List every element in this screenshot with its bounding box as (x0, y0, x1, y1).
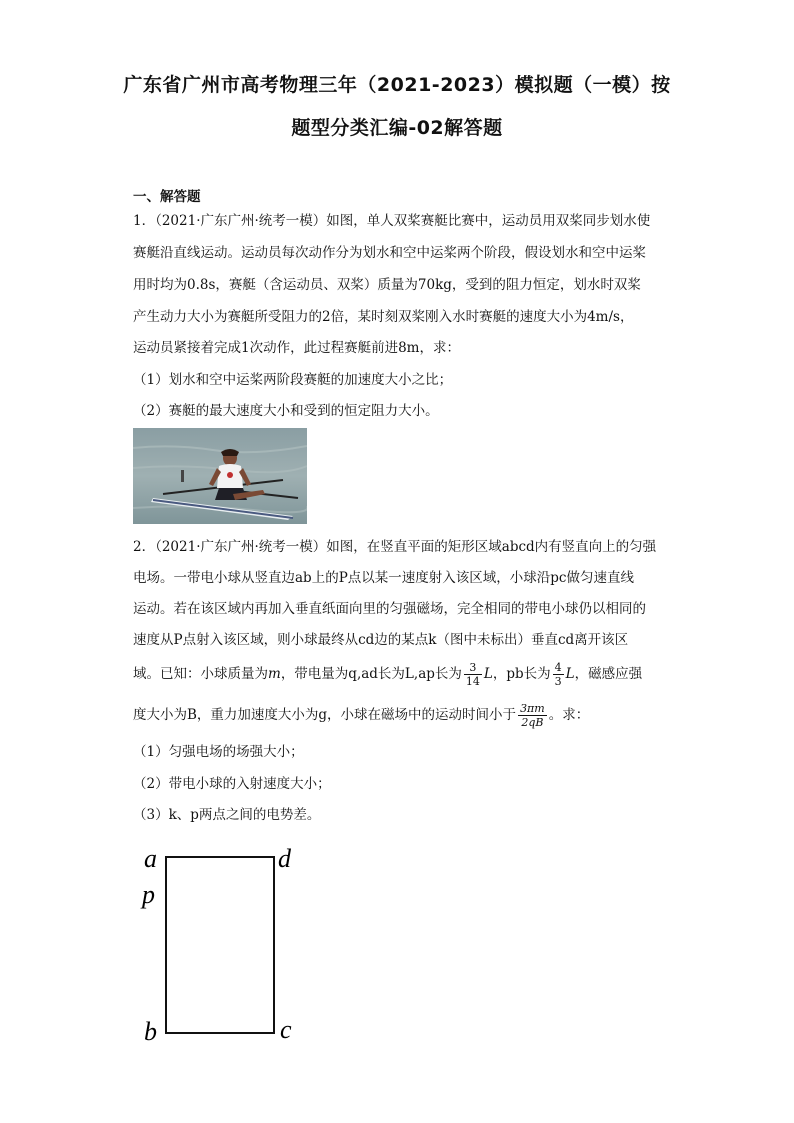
rectangle-abcd-diagram (136, 840, 316, 1050)
fraction-time-denominator: 2qB (521, 716, 544, 729)
fraction-pb-numerator: 4 (554, 661, 562, 674)
vertex-label-a: a (144, 844, 157, 873)
q2-subquestion-3: （3）k、p两点之间的电势差。 (133, 807, 321, 823)
vertex-label-b: b (144, 1017, 157, 1046)
vertex-label-d: d (278, 844, 291, 873)
q1-line-3: 用时均为0.8s，赛艇（含运动员、双桨）质量为70kg，受到的阻力恒定，划水时双桨 (133, 277, 641, 293)
q2-line-6-text-b: 。求： (548, 707, 590, 723)
q2-line-5-text-d: ，磁感应强 (574, 666, 643, 682)
q2-line-5-text-b: ，带电量为q,ad长为L,ap长为 (280, 666, 462, 682)
fraction-pb (553, 661, 564, 688)
mass-symbol: m (268, 666, 281, 682)
section-heading: 一、解答题 (133, 189, 201, 205)
q2-subquestion-2: （2）带电小球的入射速度大小； (133, 776, 331, 792)
rectangle-region (166, 857, 274, 1033)
fraction-time (518, 702, 547, 729)
fraction-time-numerator: 3πm (520, 702, 545, 715)
length-symbol-1: L (483, 666, 493, 682)
q2-line-3: 运动。若在该区域内再加入垂直纸面向里的匀强磁场，完全相同的带电小球仍以相同的 (133, 601, 646, 617)
q2-line-5 (133, 661, 642, 688)
fraction-ap-numerator: 3 (464, 661, 482, 675)
q1-line-5: 运动员紧接着完成1次动作，此过程赛艇前进8m，求： (133, 340, 460, 356)
q2-line-5-text-c: ，pb长为 (492, 666, 551, 682)
document-title-line2: 题型分类汇编-02解答题 (291, 117, 503, 139)
rowing-photo (133, 428, 307, 524)
q1-line-1: 1．（2021·广东广州·统考一模）如图，单人双桨赛艇比赛中，运动员用双桨同步划水使 (133, 213, 651, 229)
q1-subquestion-1: （1）划水和空中运桨两阶段赛艇的加速度大小之比； (133, 372, 453, 388)
q2-line-4: 速度从P点射入该区域，则小球最终从cd边的某点k（图中未标出）垂直cd离开该区 (133, 632, 629, 648)
point-label-p: p (142, 880, 155, 909)
fraction-ap-denominator: 14 (465, 675, 480, 688)
q2-line-6 (133, 702, 589, 729)
q1-line-2: 赛艇沿直线运动。运动员每次动作分为划水和空中运桨两个阶段，假设划水和空中运桨 (133, 245, 646, 261)
length-symbol-2: L (565, 666, 575, 682)
q1-line-4: 产生动力大小为赛艇所受阻力的2倍，某时刻双桨刚入水时赛艇的速度大小为4m/s， (133, 309, 634, 325)
q2-line-1: 2．（2021·广东广州·统考一模）如图，在竖直平面的矩形区域abcd内有竖直向上的匀强 (133, 539, 657, 555)
q2-line-2: 电场。一带电小球从竖直边ab上的P点以某一速度射入该区域，小球沿pc做匀速直线 (133, 570, 634, 586)
q2-line-6-text-a: 度大小为B，重力加速度大小为g，小球在磁场中的运动时间小于 (133, 707, 517, 723)
vertex-label-c: c (280, 1015, 292, 1044)
q2-subquestion-1: （1）匀强电场的场强大小； (133, 744, 304, 760)
q1-subquestion-2: （2）赛艇的最大速度大小和受到的恒定阻力大小。 (133, 403, 439, 419)
q2-line-5-text-a: 域。已知：小球质量为 (133, 666, 268, 682)
document-title-line1: 广东省广州市高考物理三年（2021-2023）模拟题（一模）按 (123, 74, 671, 96)
fraction-pb-denominator: 3 (554, 675, 562, 688)
fraction-ap (464, 661, 482, 688)
